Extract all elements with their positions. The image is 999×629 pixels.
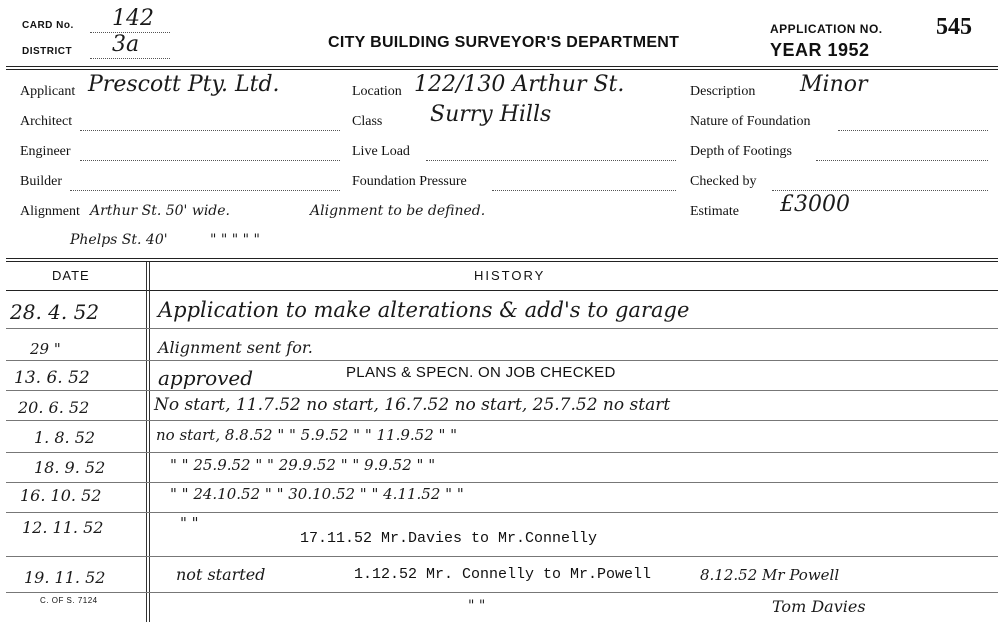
history-row-entry: no start, 8.8.52 " " 5.9.52 " " 11.9.52 " " bbox=[156, 426, 458, 444]
nature-of-foundation-label: Nature of Foundation bbox=[690, 114, 811, 129]
footer-code: C. OF S. 7124 bbox=[40, 596, 98, 605]
alignment-note: Alignment to be defined. bbox=[310, 203, 486, 219]
history-row-date: 29 " bbox=[30, 340, 61, 358]
depth-of-footings-label: Depth of Footings bbox=[690, 144, 792, 159]
history-row-entry: " " 25.9.52 " " 29.9.52 " " 9.9.52 " " bbox=[170, 456, 436, 474]
history-row-entry: Alignment sent for. bbox=[158, 338, 313, 357]
history-row-entry: not started bbox=[176, 565, 266, 584]
description-value: Minor bbox=[800, 72, 868, 97]
history-row-date: 12. 11. 52 bbox=[22, 518, 104, 537]
engineer-label: Engineer bbox=[20, 144, 71, 159]
history-row-typed: PLANS & SPECN. ON JOB CHECKED bbox=[346, 364, 616, 381]
history-row-entry: " " 24.10.52 " " 30.10.52 " " 4.11.52 " " bbox=[170, 485, 464, 503]
applicant-value: Prescott Pty. Ltd. bbox=[88, 72, 280, 97]
history-row-extra: 8.12.52 Mr Powell bbox=[700, 566, 840, 584]
year: YEAR 1952 bbox=[770, 40, 870, 60]
card-no-label: CARD No. bbox=[22, 20, 74, 31]
application-label: APPLICATION NO. bbox=[770, 22, 883, 36]
date-column-header: DATE bbox=[52, 268, 90, 283]
estimate-value: £3000 bbox=[780, 192, 850, 217]
signature: Tom Davies bbox=[772, 597, 866, 616]
alignment-label: Alignment bbox=[20, 204, 80, 219]
architect-label: Architect bbox=[20, 114, 73, 129]
checked-by-label: Checked by bbox=[690, 174, 757, 189]
card-no-value: 142 bbox=[112, 6, 154, 31]
bottom-ditto-marks: " " bbox=[468, 598, 486, 614]
alignment-value-phelps: Phelps St. 40' bbox=[70, 232, 168, 248]
description-label: Description bbox=[690, 84, 756, 99]
application-number: 545 bbox=[936, 14, 972, 40]
history-row-entry: Application to make alterations & add's to garage bbox=[158, 298, 690, 322]
history-row-date: 1. 8. 52 bbox=[34, 428, 96, 447]
history-column-header: HISTORY bbox=[474, 268, 546, 283]
history-row-date: 13. 6. 52 bbox=[14, 368, 90, 388]
location-value: 122/130 Arthur St. bbox=[414, 72, 625, 97]
history-row-typed: 17.11.52 Mr.Davies to Mr.Connelly bbox=[300, 530, 598, 547]
class-value: Surry Hills bbox=[430, 102, 552, 127]
applicant-label: Applicant bbox=[20, 84, 76, 99]
history-row-date: 18. 9. 52 bbox=[34, 458, 106, 477]
history-row-date: 19. 11. 52 bbox=[24, 568, 106, 587]
history-row-entry: approved bbox=[158, 366, 254, 390]
estimate-label: Estimate bbox=[690, 204, 739, 219]
history-row-entry: No start, 11.7.52 no start, 16.7.52 no start, 25.7.52 no start bbox=[154, 395, 671, 415]
builder-label: Builder bbox=[20, 174, 62, 189]
foundation-pressure-label: Foundation Pressure bbox=[352, 174, 467, 189]
history-row-entry: " " bbox=[180, 514, 199, 532]
location-label: Location bbox=[352, 84, 402, 99]
district-label: DISTRICT bbox=[22, 46, 73, 57]
history-row-date: 20. 6. 52 bbox=[18, 398, 90, 417]
history-row-typed: 1.12.52 Mr. Connelly to Mr.Powell bbox=[354, 566, 652, 583]
history-row-date: 16. 10. 52 bbox=[20, 486, 102, 505]
history-row-date: 28. 4. 52 bbox=[10, 300, 100, 324]
department-title: CITY BUILDING SURVEYOR'S DEPARTMENT bbox=[328, 34, 680, 51]
alignment-ditto-marks: " " " " " bbox=[210, 232, 260, 248]
live-load-label: Live Load bbox=[352, 144, 410, 159]
alignment-value-arthur: Arthur St. 50' wide. bbox=[90, 203, 230, 219]
district-value: 3a bbox=[112, 32, 140, 57]
class-label: Class bbox=[352, 114, 383, 129]
